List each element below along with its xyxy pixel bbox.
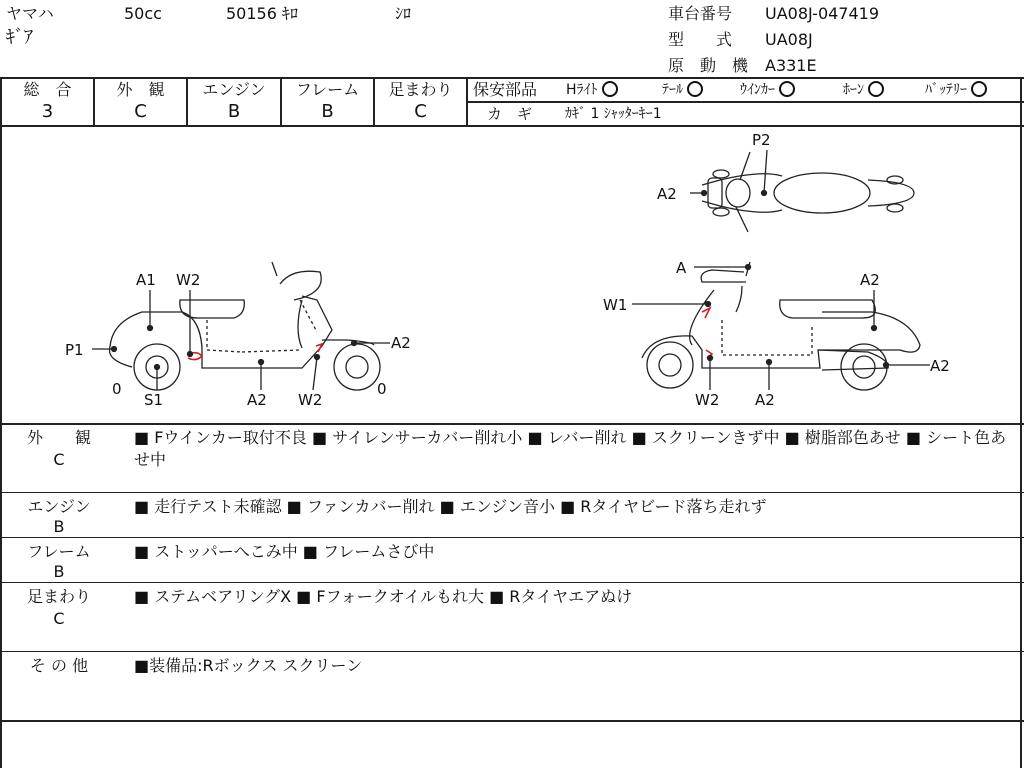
grade-exterior-label: 外 観 [116,80,165,99]
label-right-w2: W2 [695,391,720,409]
label-top-a2: A2 [657,185,677,203]
key-label: カ ギ [487,105,533,123]
divider [0,423,1024,425]
grade-suspension-label: 足まわり [388,80,453,99]
divider [0,720,1024,722]
remark-engine-grade: B [53,517,65,536]
ok-mark-icon [779,81,795,97]
label-left-a2-front: A2 [391,334,411,352]
remark-frame-label: フレーム [27,542,91,561]
label-left-w2: W2 [176,271,201,289]
label-left-a1: A1 [136,271,156,289]
label-right-a2-top: A2 [860,271,880,289]
grade-engine-label: エンジン [202,80,266,99]
safety-item-battery: ﾊﾞｯﾃﾘｰ [925,80,987,100]
remark-suspension-grade: C [53,609,65,628]
label-right-w1: W1 [603,296,628,314]
ok-mark-icon [602,81,618,97]
divider [0,537,1024,538]
safety-label: 保安部品 [473,80,538,99]
grade-engine-value: B [227,101,241,122]
label-left-w2-bottom: W2 [298,391,323,409]
type-label: 型 式 [668,30,733,49]
divider [0,582,1024,583]
ok-mark-icon [868,81,884,97]
remark-exterior-text: ■ Fウインカー取付不良 ■ サイレンサーカバー削れ小 ■ レバー削れ ■ スクリーンきず中 ■ 樹脂部色あせ ■ シート色あせ中 [134,428,1007,469]
label-left-p1: P1 [65,341,84,359]
remark-other-text: ■装備品:Rボックス スクリーン [134,656,363,675]
label-left-s1: S1 [144,391,164,409]
color: ｼﾛ [395,4,412,23]
grade-frame-label: フレーム [295,80,360,99]
grade-frame-value: B [321,101,334,122]
grade-overall-value: 3 [41,101,54,122]
label-left-a2-bottom: A2 [247,391,267,409]
divider [0,492,1024,493]
engine-value: A331E [765,56,817,75]
grade-exterior-value: C [134,101,147,122]
remark-exterior-label: 外 観 [26,428,91,447]
remark-engine-label: エンジン [27,497,91,516]
divider [0,77,1024,79]
maker: ヤマハ [6,4,54,23]
distance: 50156 ｷﾛ [226,4,298,23]
chassis-value: UA08J-047419 [765,4,880,23]
safety-item-horn: ﾎｰﾝ [843,80,884,100]
remark-other-label: そ の 他 [29,656,89,675]
chassis-label: 車台番号 [668,4,733,23]
divider [466,77,468,126]
engine-label: 原 動 機 [668,56,749,75]
top-view-scooter [702,152,914,232]
remark-engine-text: ■ 走行テスト未確認 ■ ファンカバー削れ ■ エンジン音小 ■ Rタイヤビード落ち走れず [134,497,767,516]
label-left-zero-rear: 0 [112,380,122,398]
model-name: ｷﾞｱ [6,27,33,48]
label-top-p2: P2 [752,131,771,149]
grade-overall-label: 総 合 [23,80,72,99]
displacement: 50cc [124,4,162,23]
safety-item-taillight: ﾃｰﾙ [662,80,703,100]
remark-exterior-grade: C [53,450,65,469]
safety-item-winker: ｳｲﾝｶｰ [740,80,795,100]
remark-suspension-text: ■ ステムベアリングX ■ Fフォークオイルもれ大 ■ Rタイヤエアぬけ [134,587,633,606]
safety-item-headlight: Hﾗｲﾄ [566,80,618,100]
ok-mark-icon [687,81,703,97]
remark-suspension-label: 足まわり [26,587,91,606]
grade-suspension-value: C [414,101,427,122]
key-value: ｶｷﾞ 1 ｼｬｯﾀｰｷｰ1 [565,106,662,122]
remark-frame-grade: B [53,562,65,581]
label-right-a2-bottom: A2 [755,391,775,409]
divider [0,651,1024,652]
label-right-a2-rear: A2 [930,357,950,375]
divider [466,101,1024,103]
ok-mark-icon [971,81,987,97]
label-left-zero-front: 0 [377,380,387,398]
type-value: UA08J [765,30,813,49]
label-right-a: A [676,259,687,277]
remark-frame-text: ■ ストッパーへこみ中 ■ フレームさび中 [134,542,435,561]
